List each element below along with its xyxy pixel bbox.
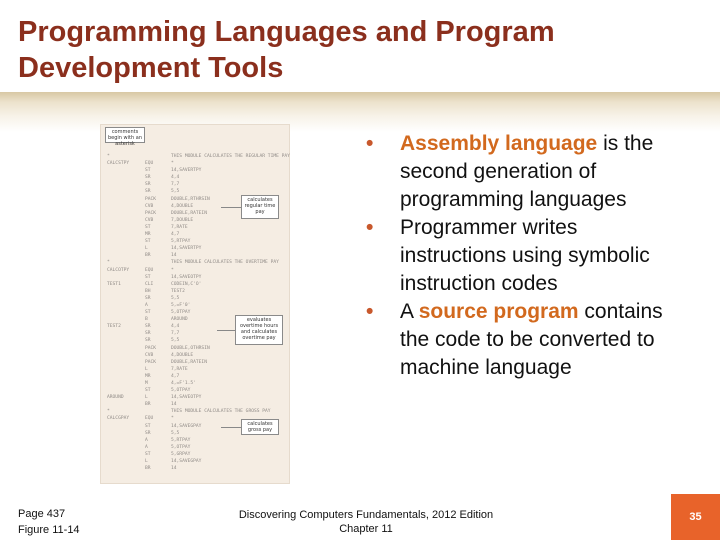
code-line bbox=[107, 309, 283, 316]
code-line bbox=[107, 281, 283, 288]
callout-comments: comments begin with an asterisk bbox=[105, 127, 145, 143]
callout-gross-pay: calculates gross pay bbox=[241, 419, 279, 435]
bullet-item bbox=[366, 130, 686, 214]
code-operand: 14,SAVEGPAY bbox=[171, 423, 202, 429]
code-operand: 5,5 bbox=[171, 430, 180, 436]
code-opcode: BR bbox=[145, 402, 151, 408]
code-line bbox=[107, 252, 283, 259]
bullet-text: A bbox=[400, 300, 419, 323]
code-line bbox=[107, 437, 283, 444]
code-operand: DOUBLE,OTHRSIN bbox=[171, 345, 210, 351]
code-line bbox=[107, 203, 283, 210]
code-operand: 14,SAVERTPY bbox=[171, 168, 202, 174]
code-line bbox=[107, 238, 283, 245]
code-operand: TEST2 bbox=[171, 288, 185, 294]
code-opcode: CVB bbox=[145, 352, 154, 358]
bullet-item bbox=[366, 298, 686, 382]
code-operand: 5,RTPAY bbox=[171, 239, 191, 245]
code-operand: * bbox=[171, 267, 174, 273]
code-line bbox=[107, 196, 283, 203]
code-operand: 14,SAVERTPY bbox=[171, 246, 202, 252]
code-opcode: SR bbox=[145, 430, 151, 436]
code-operand: * bbox=[171, 161, 174, 167]
code-line bbox=[107, 267, 283, 274]
code-operand: 4,4 bbox=[171, 175, 180, 181]
code-line bbox=[107, 394, 283, 401]
callout-overtime-pay: evaluates overtime hours and calculates overtime pay bbox=[235, 315, 283, 345]
code-operand: 7,RATE bbox=[171, 224, 188, 230]
code-opcode: SR bbox=[145, 175, 151, 181]
code-operand: 4,DOUBLE bbox=[171, 352, 194, 358]
slide-number: 35 bbox=[671, 494, 720, 540]
code-line bbox=[107, 224, 283, 231]
code-line bbox=[107, 188, 283, 195]
page-reference: Page 437 bbox=[18, 508, 66, 520]
code-label: TEST2 bbox=[107, 324, 121, 330]
bullet-text: is the second generation of programming languages bbox=[400, 132, 654, 211]
code-line bbox=[107, 231, 283, 238]
code-line bbox=[107, 259, 283, 266]
code-opcode: B bbox=[145, 317, 148, 323]
code-operand: 4,4 bbox=[171, 324, 180, 330]
code-opcode: PACK bbox=[145, 345, 157, 351]
code-line bbox=[107, 337, 283, 344]
code-line bbox=[107, 245, 283, 252]
slide-title bbox=[18, 14, 698, 86]
code-opcode: A bbox=[145, 444, 148, 450]
code-operand: CODEIN,C'O' bbox=[171, 281, 202, 287]
code-opcode: SR bbox=[145, 295, 151, 301]
code-opcode: CVB bbox=[145, 217, 154, 223]
code-operand: 5,=F'0' bbox=[171, 302, 191, 308]
code-opcode: ST bbox=[145, 310, 151, 316]
code-line bbox=[107, 323, 283, 330]
code-opcode: EQU bbox=[145, 416, 154, 422]
code-line bbox=[107, 373, 283, 380]
code-operand: 5,5 bbox=[171, 338, 180, 344]
code-opcode: PACK bbox=[145, 210, 157, 216]
code-line bbox=[107, 274, 283, 281]
code-opcode: SR bbox=[145, 338, 151, 344]
code-opcode: L bbox=[145, 395, 148, 401]
code-opcode: PACK bbox=[145, 359, 157, 365]
bullet-item bbox=[366, 214, 686, 298]
bullet-icon: • bbox=[366, 216, 374, 239]
code-operand: 14 bbox=[171, 253, 177, 259]
code-opcode: ST bbox=[145, 224, 151, 230]
code-opcode: BR bbox=[145, 253, 151, 259]
code-label: CALCGPAY bbox=[107, 416, 130, 422]
code-opcode: CVB bbox=[145, 203, 154, 209]
code-opcode: BH bbox=[145, 288, 151, 294]
code-line bbox=[107, 430, 283, 437]
code-operand: 7,RATE bbox=[171, 366, 188, 372]
code-operand: 7,7 bbox=[171, 182, 180, 188]
code-line bbox=[107, 352, 283, 359]
bullet-icon: • bbox=[366, 300, 374, 323]
code-opcode: SR bbox=[145, 331, 151, 337]
code-opcode: EQU bbox=[145, 267, 154, 273]
code-line bbox=[107, 316, 283, 323]
code-line bbox=[107, 330, 283, 337]
code-line bbox=[107, 167, 283, 174]
code-line bbox=[107, 366, 283, 373]
code-line bbox=[107, 174, 283, 181]
code-operand: * bbox=[171, 416, 174, 422]
code-opcode: MR bbox=[145, 373, 151, 379]
book-title: Discovering Computers Fundamentals, 2012 Edition bbox=[238, 509, 494, 521]
code-operand: 4,=F'1.5' bbox=[171, 381, 196, 386]
code-operand: 14,SAVEGPAY bbox=[171, 459, 202, 465]
code-opcode: ST bbox=[145, 168, 151, 174]
code-line bbox=[107, 288, 283, 295]
code-operand: DOUBLE,RTHRSIN bbox=[171, 196, 210, 202]
code-operand: 4,7 bbox=[171, 373, 180, 379]
code-opcode: ST bbox=[145, 274, 151, 280]
code-opcode: A bbox=[145, 302, 148, 308]
code-opcode: L bbox=[145, 366, 148, 372]
code-opcode: SR bbox=[145, 182, 151, 188]
code-line bbox=[107, 210, 283, 217]
code-label: CALCOTPY bbox=[107, 267, 130, 273]
code-label: * bbox=[107, 409, 110, 415]
title-line-2: Development Tools bbox=[18, 52, 284, 84]
code-operand: DOUBLE,RATEIN bbox=[171, 210, 207, 216]
code-label: TEST1 bbox=[107, 281, 121, 287]
code-line bbox=[107, 181, 283, 188]
code-line bbox=[107, 401, 283, 408]
code-opcode: ST bbox=[145, 451, 151, 457]
footer-book bbox=[236, 508, 496, 536]
assembly-code-figure bbox=[100, 124, 290, 484]
code-opcode: SR bbox=[145, 189, 151, 195]
code-operand: 7,DOUBLE bbox=[171, 217, 194, 223]
bullet-icon: • bbox=[366, 132, 374, 155]
code-line bbox=[107, 458, 283, 465]
code-opcode: L bbox=[145, 459, 148, 465]
code-opcode: M bbox=[145, 381, 148, 386]
footer-reference bbox=[18, 506, 80, 538]
code-operand: 5,5 bbox=[171, 295, 180, 301]
code-label: * bbox=[107, 260, 110, 266]
code-label: AROUND bbox=[107, 395, 124, 401]
code-operand: 14 bbox=[171, 466, 177, 472]
code-opcode: BR bbox=[145, 466, 151, 472]
code-line bbox=[107, 217, 283, 224]
chapter-label: Chapter 11 bbox=[339, 523, 393, 535]
callout-regular-pay: calculates regular time pay bbox=[241, 195, 279, 219]
code-operand: AROUND bbox=[171, 317, 188, 323]
code-operand: 5,OTPAY bbox=[171, 444, 191, 450]
code-opcode: CLI bbox=[145, 281, 154, 287]
code-operand: 14 bbox=[171, 402, 177, 408]
code-line bbox=[107, 451, 283, 458]
code-operand: THIS MODULE CALCULATES THE OVERTIME PAY bbox=[171, 260, 279, 266]
code-line bbox=[107, 359, 283, 366]
code-line bbox=[107, 423, 283, 430]
code-opcode: A bbox=[145, 437, 148, 443]
code-line bbox=[107, 415, 283, 422]
code-line bbox=[107, 345, 283, 352]
code-operand: THIS MODULE CALCULATES THE GROSS PAY bbox=[171, 409, 271, 415]
code-line bbox=[107, 295, 283, 302]
code-operand: THIS MODULE CALCULATES THE REGULAR TIME PAY bbox=[171, 154, 290, 159]
code-line bbox=[107, 153, 290, 160]
code-operand: 14,SAVEOTPY bbox=[171, 274, 202, 280]
code-line bbox=[107, 465, 283, 472]
code-label: CALCSTPY bbox=[107, 161, 130, 167]
bullet-list bbox=[366, 130, 686, 382]
code-line bbox=[107, 444, 283, 451]
code-opcode: ST bbox=[145, 239, 151, 245]
title-line-1: Programming Languages and Program bbox=[18, 16, 555, 48]
code-line bbox=[107, 380, 283, 387]
code-line bbox=[107, 160, 283, 167]
code-line bbox=[107, 387, 283, 394]
bullet-text: Programmer writes instructions using symbolic instruction codes bbox=[400, 216, 650, 295]
code-line bbox=[107, 408, 283, 415]
code-opcode: ST bbox=[145, 388, 151, 394]
code-opcode: MR bbox=[145, 232, 151, 238]
bullet-highlight: source program bbox=[418, 300, 579, 323]
code-operand: 4,7 bbox=[171, 232, 180, 238]
code-opcode: ST bbox=[145, 423, 151, 429]
code-operand: 4,DOUBLE bbox=[171, 203, 194, 209]
code-label: * bbox=[107, 154, 110, 159]
code-operand: DOUBLE,RATEIN bbox=[171, 359, 207, 365]
code-opcode: PACK bbox=[145, 196, 157, 202]
code-operand: 7,7 bbox=[171, 331, 180, 337]
code-operand: 5,GRPAY bbox=[171, 451, 191, 457]
code-operand: 5,OTPAY bbox=[171, 388, 191, 394]
code-opcode: SR bbox=[145, 324, 151, 330]
code-operand: 5,RTPAY bbox=[171, 437, 191, 443]
code-operand: 14,SAVEOTPY bbox=[171, 395, 202, 401]
code-opcode: EQU bbox=[145, 161, 154, 167]
code-line bbox=[107, 302, 283, 309]
code-operand: 5,OTPAY bbox=[171, 310, 191, 316]
figure-reference: Figure 11-14 bbox=[18, 524, 80, 536]
code-opcode: L bbox=[145, 246, 148, 252]
code-operand: 5,5 bbox=[171, 189, 180, 195]
code-listing bbox=[107, 153, 290, 472]
bullet-highlight: Assembly language bbox=[400, 132, 598, 155]
bullet-text: contains the code to be converted to machine language bbox=[400, 300, 663, 379]
